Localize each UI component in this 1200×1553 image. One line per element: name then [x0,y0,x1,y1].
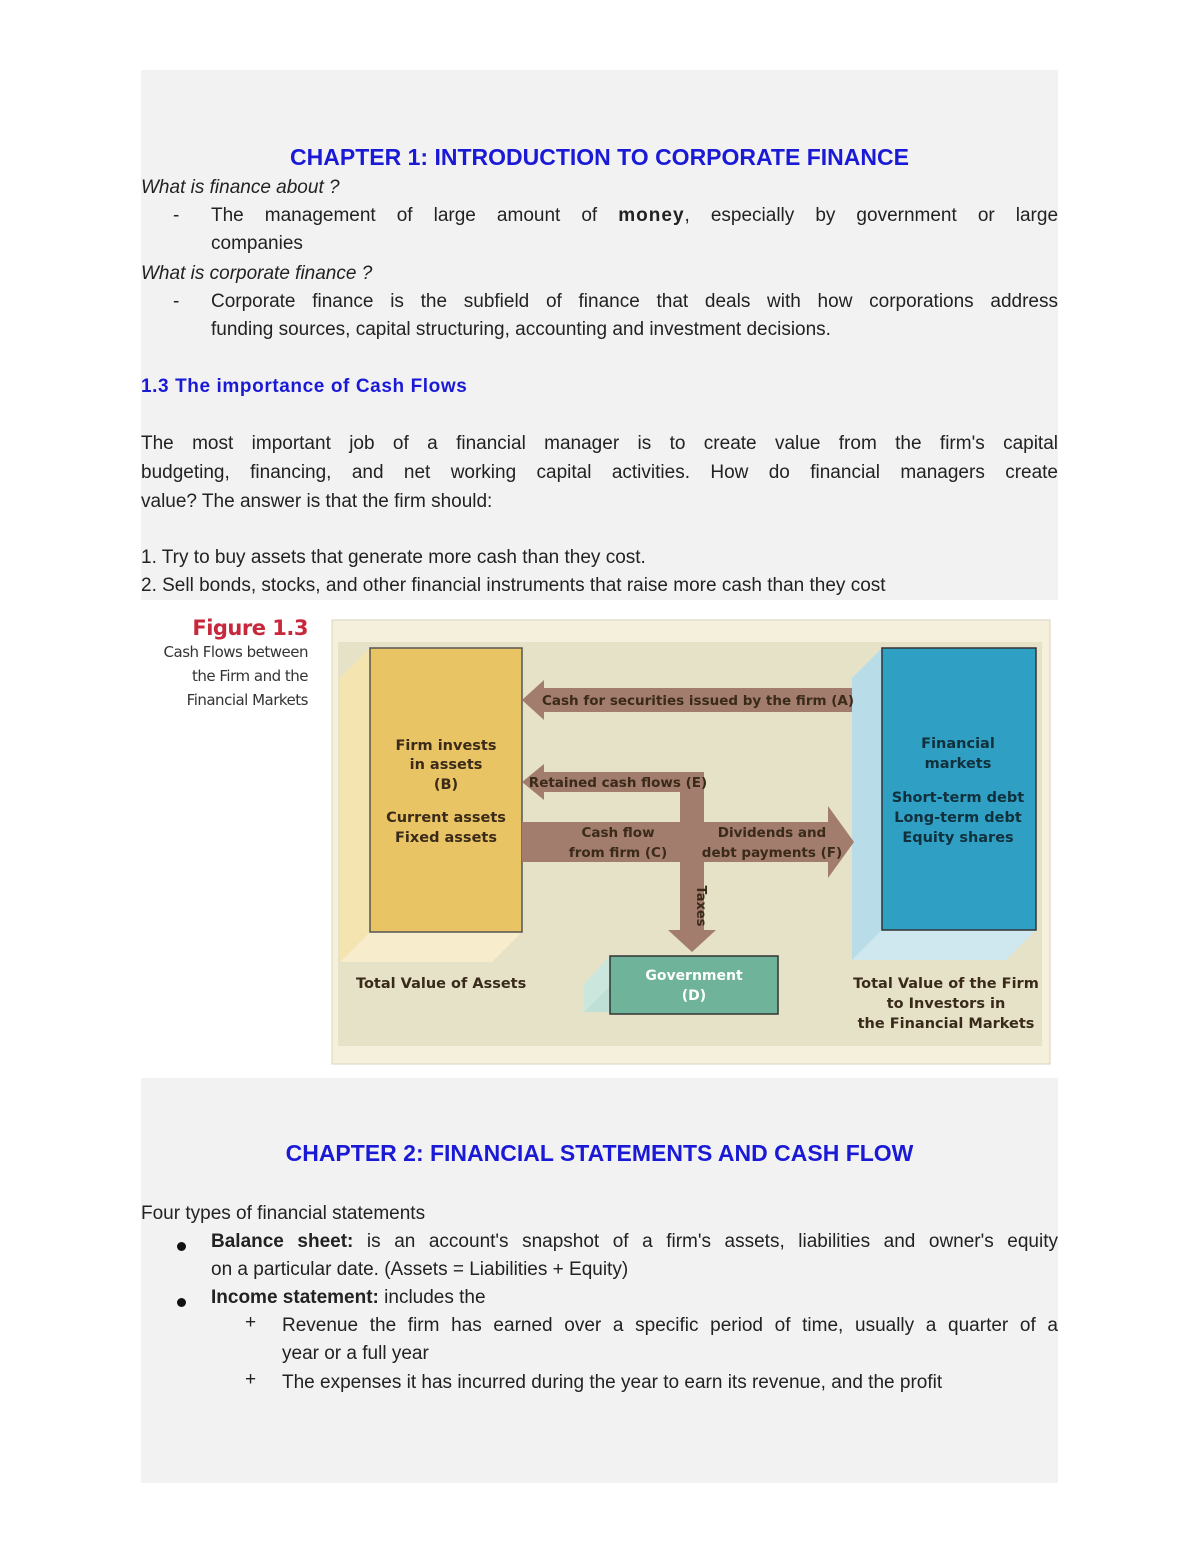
figure-caption-line3: Financial Markets [186,691,308,709]
balance-sheet-line2: on a particular date. (Assets = Liabilities + Equity) [211,1259,629,1280]
paragraph-line3: value? The answer is that the firm should: [141,491,493,512]
figure-caption-line1: Cash Flows between [163,643,308,661]
bullet-income-statement [141,1284,1058,1312]
markets-label-3: Short-term debt [891,790,1025,806]
sub-bullet-revenue [141,1312,1058,1368]
list-item-2: 2. Sell bonds, stocks, and other financial instruments that raise more cash than they cost [141,575,886,596]
markets-label-4: Long-term debt [894,810,1022,826]
firm-label-5: Fixed assets [395,830,497,846]
total-firm-label-2: to Investors in [886,996,1006,1012]
firm-label-3: (B) [433,777,459,793]
bullet-balance-sheet [141,1228,1058,1284]
answer-corporate-line2: funding sources, capital structuring, accounting and investment decisions. [211,319,831,340]
arrow-e-label: Retained cash flows (E) [528,775,708,791]
markets-box-side [852,648,882,960]
answer-finance-pre: The management of large amount of [211,205,598,226]
answer-finance-post: , especially by government or large [684,205,1059,226]
chapter2-title: CHAPTER 2: FINANCIAL STATEMENTS AND CASH FLOW [285,1140,914,1166]
sub-bullet-expenses [141,1369,1058,1397]
total-assets-label: Total Value of Assets [356,976,527,992]
arrow-a-label: Cash for securities issued by the firm (A) [541,693,855,709]
answer-finance-text [211,202,1058,258]
dash-marker: - [173,205,180,226]
answer-corporate-finance [141,288,1058,344]
markets-label-2: markets [924,756,992,772]
government-label-2: (D) [681,988,707,1004]
section-1-3-paragraph [141,429,1058,516]
question-corporate-finance: What is corporate finance ? [141,263,373,284]
balance-sheet-term: Balance sheet: [211,1231,354,1252]
answer-finance-line2: companies [211,233,303,254]
answer-finance [141,202,1058,258]
markets-box [882,648,1036,930]
government-label-1: Government [645,968,743,984]
cash-flow-diagram [330,618,1052,1066]
plus-marker: + [245,1312,257,1333]
chapter2-intro: Four types of financial statements [141,1203,426,1224]
taxes-label: Taxes [693,885,708,927]
total-firm-label-3: the Financial Markets [857,1016,1035,1032]
list-item-1: 1. Try to buy assets that generate more cash than they cost. [141,547,646,568]
figure-caption-line2: the Firm and the [192,667,308,685]
firm-label-4: Current assets [386,810,506,826]
answer-finance-money: money [618,205,685,226]
chapter1-title: CHAPTER 1: INTRODUCTION TO CORPORATE FINANCE [290,144,909,170]
figure-caption [140,616,308,712]
firm-box-side [340,648,370,962]
section-1-3-title: 1.3 The importance of Cash Flows [141,376,468,397]
answer-corporate-line1: Corporate finance is the subfield of finance that deals with how corporations address [211,291,1058,312]
income-statement-text: includes the [378,1287,486,1308]
chapter1-block [141,70,1058,600]
revenue-line2: year or a full year [282,1343,429,1364]
income-statement-term: Income statement: [211,1287,379,1308]
figure-label: Figure 1.3 [192,616,308,640]
expenses-line: The expenses it has incurred during the year to earn its revenue, and the profit [282,1372,943,1393]
paragraph-line2: budgeting, financing, and net working capital activities. How do financial managers create [141,462,1058,483]
revenue-line1: Revenue the firm has earned over a specific period of time, usually a quarter of a [282,1315,1058,1336]
firm-label-1: Firm invests [395,738,497,754]
markets-label-5: Equity shares [902,830,1014,846]
arrow-c-label-2: from firm (C) [568,845,668,861]
markets-box-bottom [852,930,1036,960]
cash-flow-diagram-svg [330,618,1052,1066]
paragraph-line1: The most important job of a financial manager is to create value from the firm's capital [141,433,1058,454]
question-finance: What is finance about ? [141,177,340,198]
chapter2-block [141,1078,1058,1483]
markets-label-1: Financial [921,736,995,752]
balance-sheet-text: is an account's snapshot of a firm's assets, liabilities and owner's equity [353,1231,1058,1252]
firm-box-bottom [340,932,522,962]
arrow-f-label-2: debt payments (F) [701,845,843,861]
dash-marker: - [173,291,180,312]
government-box [610,956,778,1014]
arrow-c-label-1: Cash flow [581,825,655,841]
firm-label-2: in assets [409,757,483,773]
arrow-f-label-1: Dividends and [717,825,827,841]
plus-marker: + [245,1369,257,1390]
total-firm-label-1: Total Value of the Firm [853,976,1039,992]
